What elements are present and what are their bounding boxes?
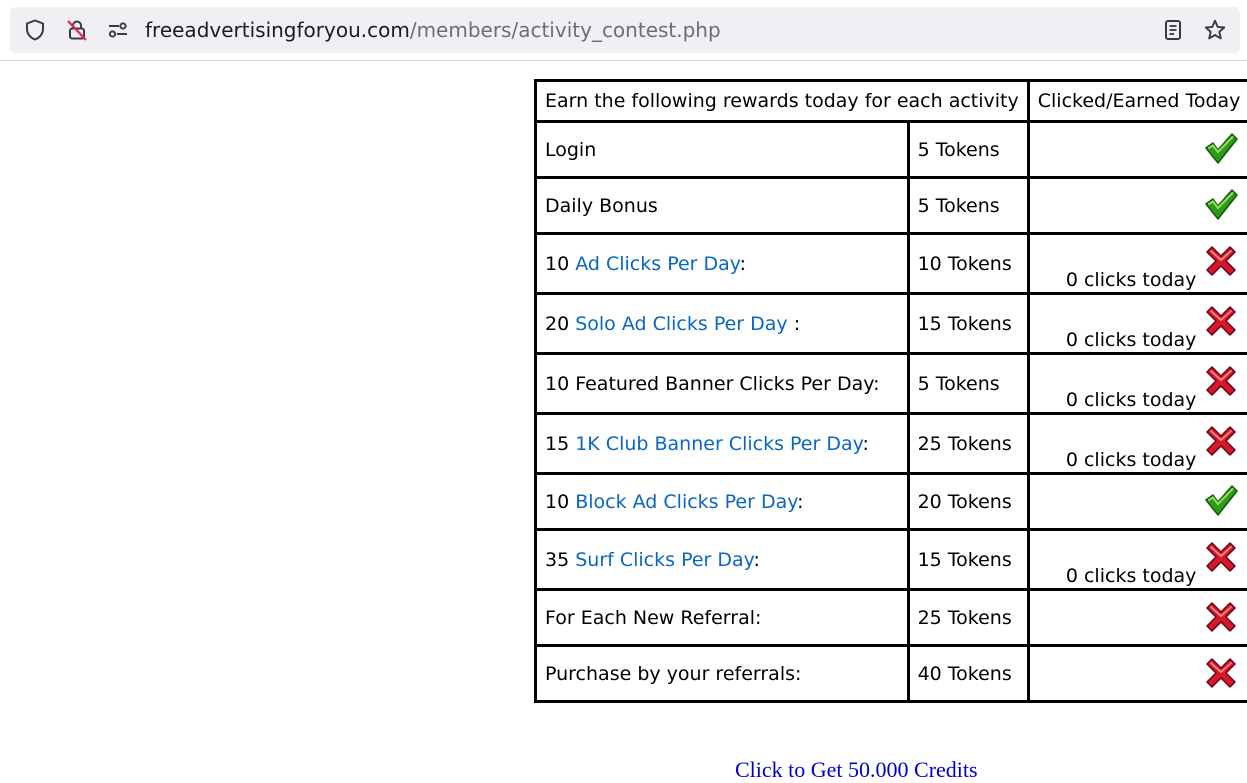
cross-icon	[1203, 363, 1239, 399]
table-row	[536, 474, 1247, 530]
tokens-cell: 20 Tokens	[908, 474, 1028, 530]
tokens-cell: 25 Tokens	[908, 414, 1028, 474]
url-host: freeadvertisingforyou.com	[145, 18, 410, 42]
table-row	[536, 530, 1247, 590]
activity-prefix: 15	[545, 433, 575, 455]
activity-prefix: 10 Featured Banner Clicks Per Day:	[545, 373, 880, 395]
url-text[interactable]	[145, 7, 721, 53]
rewards-table	[534, 79, 1247, 703]
address-bar[interactable]	[10, 7, 1240, 53]
status-cell	[1028, 646, 1247, 702]
tokens-cell: 15 Tokens	[908, 530, 1028, 590]
status-cell	[1028, 234, 1247, 294]
table-header-row	[536, 81, 1247, 122]
tokens-cell: 10 Tokens	[908, 234, 1028, 294]
tokens-cell: 5 Tokens	[908, 122, 1028, 178]
clicks-today: 0 clicks today	[1066, 269, 1197, 291]
activity-cell	[536, 590, 909, 646]
site-permissions-icon[interactable]	[106, 18, 130, 42]
header-activity: Earn the following rewards today for each activity	[536, 81, 1029, 122]
checkmark-icon	[1203, 483, 1239, 519]
tokens-cell: 40 Tokens	[908, 646, 1028, 702]
status-cell	[1028, 474, 1247, 530]
rewards-table-body	[536, 122, 1247, 702]
table-row	[536, 590, 1247, 646]
activity-prefix: For Each New Referral:	[545, 607, 761, 629]
tokens-cell: 25 Tokens	[908, 590, 1028, 646]
clicks-today: 0 clicks today	[1066, 449, 1197, 471]
status-cell	[1028, 354, 1247, 414]
activity-suffix: :	[788, 313, 800, 335]
table-row	[536, 234, 1247, 294]
status-cell	[1028, 590, 1247, 646]
activity-suffix: :	[754, 549, 760, 571]
reader-view-icon[interactable]	[1161, 18, 1185, 42]
activity-prefix: 35	[545, 549, 575, 571]
status-cell	[1028, 530, 1247, 590]
tokens-cell: 5 Tokens	[908, 178, 1028, 234]
cross-icon	[1203, 539, 1239, 575]
activity-suffix: :	[797, 491, 803, 513]
cross-icon	[1203, 243, 1239, 279]
checkmark-icon	[1203, 131, 1239, 167]
activity-prefix: Purchase by your referrals:	[545, 663, 801, 685]
shield-icon[interactable]	[23, 18, 47, 42]
table-row	[536, 414, 1247, 474]
activity-prefix: Daily Bonus	[545, 195, 658, 217]
activity-cell	[536, 530, 909, 590]
activity-link[interactable]: Surf Clicks Per Day	[575, 549, 753, 571]
browser-toolbar	[0, 0, 1247, 61]
status-cell	[1028, 178, 1247, 234]
activity-cell	[536, 234, 909, 294]
insecure-lock-icon[interactable]	[65, 18, 89, 42]
get-credits-link[interactable]: Click to Get 50.000 Credits	[735, 757, 978, 783]
activity-cell	[536, 294, 909, 354]
table-row	[536, 646, 1247, 702]
activity-link[interactable]: Block Ad Clicks Per Day	[575, 491, 797, 513]
table-row	[536, 294, 1247, 354]
table-row	[536, 354, 1247, 414]
activity-cell	[536, 414, 909, 474]
activity-suffix: :	[740, 253, 746, 275]
activity-prefix: 10	[545, 491, 575, 513]
activity-link[interactable]: Ad Clicks Per Day	[575, 253, 739, 275]
url-path: /members/activity_contest.php	[410, 18, 721, 42]
cross-icon	[1203, 423, 1239, 459]
activity-link[interactable]: Solo Ad Clicks Per Day	[575, 313, 787, 335]
activity-cell	[536, 474, 909, 530]
tokens-cell: 15 Tokens	[908, 294, 1028, 354]
clicks-today: 0 clicks today	[1066, 329, 1197, 351]
clicks-today: 0 clicks today	[1066, 389, 1197, 411]
cross-icon	[1203, 655, 1239, 691]
clicks-today: 0 clicks today	[1066, 565, 1197, 587]
activity-cell	[536, 122, 909, 178]
activity-prefix: 10	[545, 253, 575, 275]
tokens-cell: 5 Tokens	[908, 354, 1028, 414]
table-row	[536, 178, 1247, 234]
cross-icon	[1203, 599, 1239, 635]
activity-cell	[536, 646, 909, 702]
activity-prefix: Login	[545, 139, 596, 161]
bookmark-star-icon[interactable]	[1203, 18, 1227, 42]
cross-icon	[1203, 303, 1239, 339]
status-cell	[1028, 294, 1247, 354]
activity-cell	[536, 178, 909, 234]
table-row	[536, 122, 1247, 178]
activity-cell	[536, 354, 909, 414]
checkmark-icon	[1203, 187, 1239, 223]
status-cell	[1028, 122, 1247, 178]
activity-link[interactable]: 1K Club Banner Clicks Per Day	[575, 433, 862, 455]
activity-prefix: 20	[545, 313, 575, 335]
header-status: Clicked/Earned Today	[1028, 81, 1247, 122]
activity-suffix: :	[862, 433, 868, 455]
status-cell	[1028, 414, 1247, 474]
